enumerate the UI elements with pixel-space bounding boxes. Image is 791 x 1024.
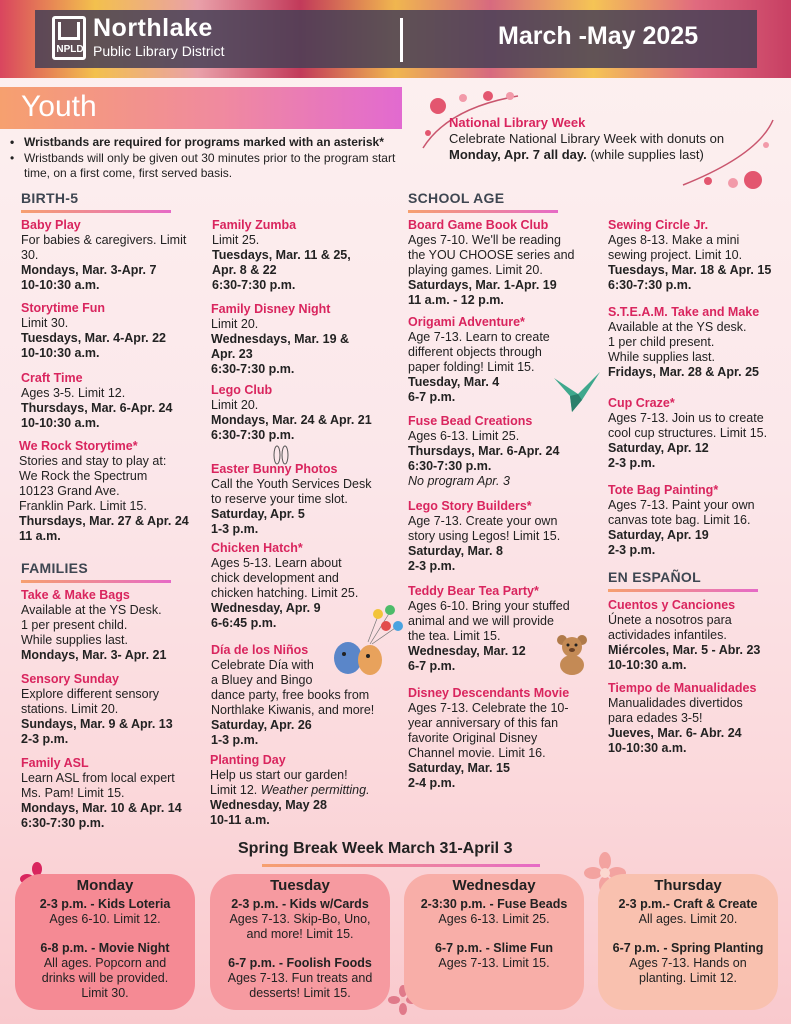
event-lego-club — [211, 383, 396, 443]
event-desc: Ages 7-13. Paint your own — [608, 498, 755, 512]
event-title: Easter Bunny Photos — [211, 462, 338, 476]
event-desc: Ms. Pam! Limit 15. — [21, 786, 125, 800]
event-craft-time — [21, 371, 206, 431]
event-title: Fuse Bead Creations — [408, 414, 533, 428]
event-time: 6-6:45 p.m. — [211, 616, 277, 630]
section-espanol: EN ESPAÑOL — [608, 569, 701, 585]
event-desc: For babies & caregivers. Limit 30. — [21, 233, 187, 262]
event-family-zumba — [212, 218, 397, 293]
card-desc: Ages 6-10. Limit 12. — [49, 912, 161, 926]
event-time: 10-11 a.m. — [210, 813, 270, 827]
org-name: Northlake — [93, 14, 213, 42]
event-title: Sewing Circle Jr. — [608, 218, 709, 232]
spring-break-underline — [262, 864, 540, 867]
event-date: Mondays, Mar. 24 & Apr. 21 — [211, 413, 372, 427]
event-date: Sundays, Mar. 9 & Apr. 13 — [21, 717, 173, 731]
event-time: 2-3 p.m. — [608, 543, 656, 557]
event-time: 10-10:30 a.m. — [21, 416, 100, 430]
event-title: Family ASL — [21, 756, 89, 770]
event-desc: Limit 20. — [211, 317, 259, 331]
event-family-asl — [21, 756, 206, 831]
card-day: Monday — [76, 877, 134, 894]
card-program: 6-7 p.m. - Slime Fun — [434, 941, 554, 955]
event-desc: Ages 7-13. Join us to create — [608, 411, 764, 425]
event-time: 10-10:30 a.m. — [608, 741, 687, 755]
event-desc: While supplies last. — [21, 633, 128, 647]
event-time: 10-10:30 a.m. — [21, 278, 100, 292]
event-desc: chicken hatching. Limit 25. — [211, 586, 359, 600]
card-desc: planting. Limit 12. — [639, 971, 737, 985]
event-desc: Channel movie. Limit 16. — [408, 746, 546, 760]
event-desc: Celebrate Día with — [211, 658, 314, 672]
card-program: 2-3 p.m. - Kids w/Cards — [231, 897, 369, 911]
event-time: 6:30-7:30 p.m. — [211, 362, 295, 376]
event-desc: to reserve your time slot. — [211, 492, 348, 506]
event-desc: 1 per present child. — [21, 618, 128, 632]
book-icon — [58, 22, 80, 40]
event-date: Mondays, Mar. 3- Apr. 21 — [21, 648, 167, 662]
event-desc: Ages 6-13. Limit 25. — [408, 429, 520, 443]
event-steam-take-make — [608, 305, 788, 380]
event-desc: Franklin Park. Limit 15. — [19, 499, 147, 513]
event-sewing-circle — [608, 218, 788, 293]
event-desc: Limit 20. — [211, 398, 259, 412]
event-desc: Learn ASL from local expert — [21, 771, 175, 785]
event-time: 11 a.m. — [19, 529, 61, 543]
event-tiempo-de-manualidades — [608, 681, 788, 756]
event-time: 11 a.m. - 12 p.m. — [408, 293, 504, 307]
event-board-game-book-club — [408, 218, 603, 308]
event-time: 6:30-7:30 p.m. — [608, 278, 692, 292]
event-title: Teddy Bear Tea Party* — [408, 584, 539, 598]
event-disney-descendants-movie — [408, 686, 603, 791]
event-desc: Manualidades divertidos — [608, 696, 743, 710]
event-title: Family Zumba — [212, 218, 297, 232]
event-desc: the tea. Limit 15. — [408, 629, 501, 643]
card-desc: drinks will be provided. — [41, 971, 169, 985]
teddy-bear-icon — [553, 632, 591, 676]
nlw-title: National Library Week — [449, 115, 586, 130]
event-storytime-fun — [21, 301, 206, 361]
event-desc: Age 7-13. Create your own — [408, 514, 558, 528]
event-date: Tuesday, Mar. 4 — [408, 375, 500, 389]
event-title: Día de los Niños — [211, 643, 309, 657]
event-desc: Ages 6-10. Bring your stuffed — [408, 599, 570, 613]
event-time: 6:30-7:30 p.m. — [408, 459, 492, 473]
event-desc: canvas tote bag. Limit 16. — [608, 513, 751, 527]
event-title: We Rock Storytime* — [19, 439, 138, 453]
event-easter-bunny-photos — [211, 462, 401, 537]
event-title: Baby Play — [21, 218, 81, 232]
section-underline — [408, 210, 558, 213]
card-desc: All ages. Limit 20. — [638, 912, 738, 926]
event-desc: Ages 7-13. Celebrate the 10- — [408, 701, 569, 715]
event-date: Tuesdays, Mar. 18 & Apr. 15 — [608, 263, 772, 277]
event-desc: Available at the YS desk. — [608, 320, 747, 334]
event-desc-limit: Limit 12. — [210, 783, 261, 797]
event-title: Family Disney Night — [211, 302, 331, 316]
event-desc: favorite Original Disney — [408, 731, 538, 745]
card-day: Wednesday — [452, 877, 536, 894]
event-family-disney-night — [211, 302, 396, 377]
card-program: 6-7 p.m. - Foolish Foods — [228, 956, 372, 970]
event-date: Saturday, Apr. 12 — [608, 441, 709, 455]
event-title: Cup Craze* — [608, 396, 675, 410]
note-item: • Wristbands are required for programs marked with an asterisk* — [8, 135, 408, 150]
floral-branch-icon — [678, 115, 778, 200]
page-title: Youth — [21, 90, 97, 123]
event-we-rock-storytime — [19, 439, 209, 544]
event-desc — [210, 783, 400, 798]
header-divider — [400, 18, 403, 62]
card-desc: Ages 6-13. Limit 25. — [438, 912, 550, 926]
wristband-notes — [8, 135, 408, 182]
event-title: Origami Adventure* — [408, 315, 525, 329]
card-desc: Ages 7-13. Fun treats and — [227, 971, 373, 985]
spring-break-card-monday — [15, 874, 195, 1010]
event-date: Mondays, Mar. 10 & Apr. 14 — [21, 801, 182, 815]
card-program: 2-3 p.m.- Craft & Create — [618, 897, 758, 911]
card-program: 2-3:30 p.m. - Fuse Beads — [420, 897, 568, 911]
event-desc: Ages 8-13. Make a mini — [608, 233, 740, 247]
card-desc: All ages. Popcorn and — [43, 956, 167, 970]
event-desc: cool cup structures. Limit 15. — [608, 426, 768, 440]
event-title: Take & Make Bags — [21, 588, 130, 602]
event-cup-craze — [608, 396, 788, 471]
event-date: Fridays, Mar. 28 & Apr. 25 — [608, 365, 759, 379]
event-date: Saturday, Apr. 19 — [608, 528, 709, 542]
event-title: Chicken Hatch* — [211, 541, 303, 555]
event-time: 6-7 p.m. — [408, 390, 456, 404]
event-desc: We Rock the Spectrum — [19, 469, 148, 483]
nlw-line: Celebrate National Library Week with donuts on — [449, 131, 725, 146]
event-dia-de-los-ninos — [211, 643, 401, 748]
event-desc: the YOU CHOOSE series and — [408, 248, 575, 262]
event-title: Lego Club — [211, 383, 273, 397]
event-time: 2-4 p.m. — [408, 776, 456, 790]
event-date: Jueves, Mar. 6- Abr. 24 — [608, 726, 742, 740]
origami-crane-icon — [552, 370, 602, 414]
event-lego-story-builders — [408, 499, 603, 574]
nlw-note: (while supplies last) — [586, 147, 704, 162]
event-desc: story using Legos! Limit 15. — [408, 529, 561, 543]
event-desc: chick development and — [211, 571, 339, 585]
event-time: 1-3 p.m. — [211, 522, 259, 536]
section-underline — [21, 210, 171, 213]
event-date: Tuesdays, Mar. 11 & 25, — [212, 248, 351, 262]
event-title: Planting Day — [210, 753, 286, 767]
card-desc: Limit 30. — [81, 986, 129, 1000]
event-desc: Help us start our garden! — [210, 768, 348, 782]
event-desc: Limit 30. — [21, 316, 69, 330]
event-time: 10-10:30 a.m. — [608, 658, 687, 672]
event-desc: stations. Limit 20. — [21, 702, 119, 716]
event-date: Thursdays, Mar. 6-Apr. 24 — [21, 401, 173, 415]
event-time: 2-3 p.m. — [408, 559, 456, 573]
spring-break-card-thursday — [598, 874, 778, 1010]
event-desc: para edades 3-5! — [608, 711, 703, 725]
event-date: Tuesdays, Mar. 4-Apr. 22 — [21, 331, 166, 345]
card-desc: desserts! Limit 15. — [249, 986, 351, 1000]
section-families: FAMILIES — [21, 560, 88, 576]
event-date: Saturday, Apr. 5 — [211, 507, 305, 521]
section-underline — [608, 589, 758, 592]
event-date: Apr. 23 — [211, 347, 253, 361]
event-title: Craft Time — [21, 371, 83, 385]
event-desc: 1 per child present. — [608, 335, 715, 349]
card-program: 6-7 p.m. - Spring Planting — [612, 941, 764, 955]
event-desc: different objects through — [408, 345, 542, 359]
event-take-make-bags — [21, 588, 206, 663]
event-desc: paper folding! Limit 15. — [408, 360, 535, 374]
spring-break-card-wednesday — [404, 874, 584, 1010]
card-desc: Ages 7-13. Skip-Bo, Uno, — [229, 912, 371, 926]
event-date: Wednesday, Apr. 9 — [211, 601, 321, 615]
event-desc: Northlake Kiwanis, and more! — [211, 703, 375, 717]
event-desc: a Bluey and Bingo — [211, 673, 313, 687]
event-title: Tiempo de Manualidades — [608, 681, 757, 695]
event-title: Cuentos y Canciones — [608, 598, 736, 612]
card-day: Tuesday — [270, 877, 330, 894]
event-date: Wednesdays, Mar. 19 & — [211, 332, 350, 346]
event-time: 6:30-7:30 p.m. — [212, 278, 296, 292]
note-item: • Wristbands will only be given out 30 minutes prior to the program start time, on a first come, first served basis. — [8, 151, 408, 181]
event-desc: Available at the YS Desk. — [21, 603, 162, 617]
event-date: Thursdays, Mar. 27 & Apr. 24 — [19, 514, 189, 528]
event-time: 6-7 p.m. — [408, 659, 456, 673]
section-birth5: BIRTH-5 — [21, 190, 79, 206]
event-title: Disney Descendants Movie — [408, 686, 570, 700]
card-program: 6-8 p.m. - Movie Night — [40, 941, 170, 955]
event-date: Thursdays, Mar. 6-Apr. 24 — [408, 444, 560, 458]
card-desc: and more! Limit 15. — [246, 927, 354, 941]
event-desc: 10123 Grand Ave. — [19, 484, 120, 498]
card-desc: Ages 7-13. Limit 15. — [438, 956, 550, 970]
event-desc: While supplies last. — [608, 350, 715, 364]
event-time: 1-3 p.m. — [211, 733, 259, 747]
event-desc: Limit 25. — [212, 233, 260, 247]
card-day: Thursday — [654, 877, 722, 894]
event-fuse-bead-creations — [408, 414, 603, 489]
logo-abbrev: NPLD — [56, 44, 84, 55]
event-desc: dance party, free books from — [211, 688, 370, 702]
event-note: No program Apr. 3 — [408, 474, 510, 488]
card-desc: Ages 7-13. Hands on — [629, 956, 747, 970]
event-desc: Age 7-13. Learn to create — [408, 330, 550, 344]
event-date: Mondays, Mar. 3-Apr. 7 — [21, 263, 157, 277]
card-program: 2-3 p.m. - Kids Loteria — [39, 897, 171, 911]
event-title: Tote Bag Painting* — [608, 483, 719, 497]
org-subtitle: Public Library District — [93, 43, 225, 59]
event-title: Storytime Fun — [21, 301, 106, 315]
event-sensory-sunday — [21, 672, 206, 747]
event-date: Saturday, Apr. 26 — [211, 718, 312, 732]
event-desc: Stories and stay to play at: — [19, 454, 167, 468]
date-range: March -May 2025 — [498, 22, 699, 50]
event-date: Miércoles, Mar. 5 - Abr. 23 — [608, 643, 761, 657]
event-desc: Ages 7-10. We'll be reading — [408, 233, 561, 247]
event-date: Wednesday, Mar. 12 — [408, 644, 526, 658]
event-title: Sensory Sunday — [21, 672, 119, 686]
event-desc: Únete a nosotros para — [608, 613, 732, 627]
event-date: Wednesday, May 28 — [210, 798, 327, 812]
event-desc: animal and we will provide — [408, 614, 554, 628]
section-school-age: SCHOOL AGE — [408, 190, 505, 206]
spring-break-title: Spring Break Week March 31-April 3 — [238, 840, 513, 857]
event-time: 2-3 p.m. — [21, 732, 69, 746]
event-desc: Ages 3-5. Limit 12. — [21, 386, 126, 400]
event-desc: Call the Youth Services Desk — [211, 477, 372, 491]
event-date: Saturdays, Mar. 1-Apr. 19 — [408, 278, 557, 292]
event-cuentos-y-canciones — [608, 598, 788, 673]
event-time: 2-3 p.m. — [608, 456, 656, 470]
event-time: 10-10:30 a.m. — [21, 346, 100, 360]
spring-break-card-tuesday — [210, 874, 390, 1010]
event-tote-bag-painting — [608, 483, 788, 558]
event-desc: sewing project. Limit 10. — [608, 248, 743, 262]
event-desc: playing games. Limit 20. — [408, 263, 543, 277]
event-date: Saturday, Mar. 8 — [408, 544, 503, 558]
event-planting-day — [210, 753, 400, 828]
event-desc-note: Weather permitting. — [260, 783, 370, 797]
event-title: S.T.E.A.M. Take and Make — [608, 305, 760, 319]
event-desc: Ages 5-13. Learn about — [211, 556, 342, 570]
event-desc: Explore different sensory — [21, 687, 160, 701]
event-title: Lego Story Builders* — [408, 499, 532, 513]
event-desc: actividades infantiles. — [608, 628, 727, 642]
event-time: 6:30-7:30 p.m. — [211, 428, 295, 442]
section-underline — [21, 580, 171, 583]
nlw-date: Monday, Apr. 7 all day. — [449, 147, 587, 162]
event-date: Apr. 8 & 22 — [212, 263, 277, 277]
event-baby-play — [21, 218, 206, 293]
event-date: Saturday, Mar. 15 — [408, 761, 510, 775]
event-time: 6:30-7:30 p.m. — [21, 816, 105, 830]
event-title: Board Game Book Club — [408, 218, 549, 232]
event-desc: year anniversary of this fan — [408, 716, 559, 730]
